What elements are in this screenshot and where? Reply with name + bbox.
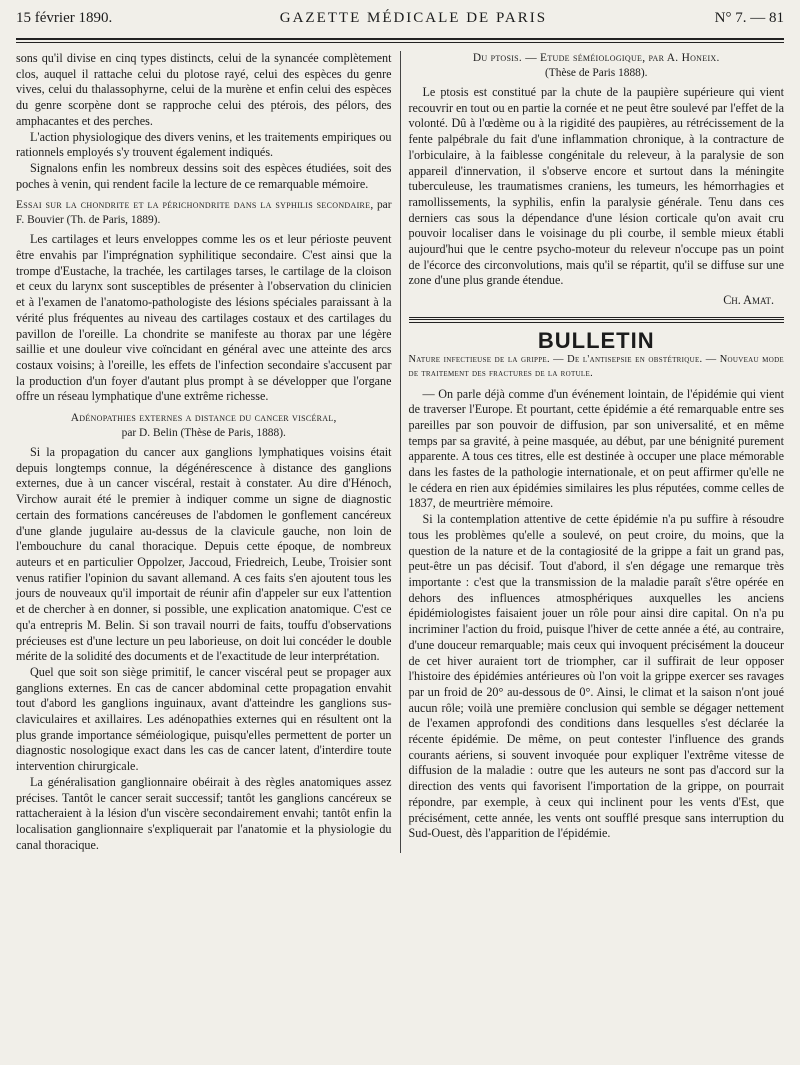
paragraph: sons qu'il divise en cinq types distincts, celui de la synancée complètement clos, auquel il rattache celui du plotose rayé, celui des espèces du genre vives, celui du thalassophyrne, celui de la murène et enfin celui des espèces du genre scorpène dont se rapproche celui des ptérois, des pélors, des amphacantes et des perches.	[16, 51, 392, 128]
paragraph: Quel que soit son siège primitif, le cancer viscéral peut se propager aux ganglions externes. En cas de cancer abdominal cette propagation envahit tout d'abord les ganglions inguinaux, avant d'atteindre les ganglions sus-claviculaires et axillaires. Les adénopathies externes qui en résultent ont la plus grande importance séméiologique, puisqu'elles permettent de porter un diagnostic nosologique exact dans les cas de cancer latent, d'interdire toute intervention chirurgicale.	[16, 664, 392, 774]
article-heading	[409, 51, 785, 81]
paragraph: Les cartilages et leurs enveloppes comme les os et leur périoste peuvent être envahis par l'imprégnation syphilitique secondaire. C'est ainsi que la trompe d'Eustache, la trachée, les cartilages tarses, le cartilage de la cloison et ceux du larynx sont susceptibles de présenter à l'observation du clinicien et à l'examen de l'anatomo-pathologiste des lésions spéciales paraissant à la vérité plus fréquentes au niveau des cartilages costaux et des cartilages du pavillon de l'oreille. La chondrite se manifeste au thorax par une légère saillie et une douleur vive coïncidant en général avec une atteinte des arcs costaux voisins; à l'oreille, les effets de l'infection secondaire s'accusent par la production d'un foyer d'autant plus prompt à se développer que l'organe offre un réseau lymphatique d'une extrême richesse.	[16, 232, 392, 404]
section-summary: Nature infectieuse de la grippe. — De l'antisepsie en obstétrique. — Nouveau mode de traitement des fractures de la rotule.	[408, 353, 784, 379]
article-author: par D. Belin (Thèse de Paris, 1888).	[121, 427, 286, 440]
section-title: BULLETIN	[537, 327, 655, 353]
paragraph: Signalons enfin les nombreux dessins soit des espèces étudiées, soit des poches à venin, qui rendent facile la lecture de ce remarquable mémoire.	[16, 160, 392, 191]
paragraph: Si la propagation du cancer aux ganglions lymphatiques voisins était depuis longtemps connue, la dégénérescence à distance des ganglions externes, due à un cancer viscéral, restait à constater. Au dire d'Hénoch, Virchow aurait été le premier à indiquer comme un signe de diagnostic certain des formations cancéreuses de l'abdomen le gonflement cancéreux d'une glande jugulaire au-dessus de la clavicule gauche, non loin de l'embouchure du canal thoracique. Depuis cette époque, de nombreux auteurs et en particulier Oppolzer, Jaccoud, Friedreich, Leube, Troisier sont venus ratifier l'opinion du savant allemand. A ces faits s'en ajoutent tous les jours de nouveaux qu'il importait de réunir afin d'appeler sur eux l'attention et de chercher à en donner, si possible, une explication anatomique. C'est ce qu'a entrepris M. Belin. Si son travail nourri de faits, touffu d'observations précieuses est d'une lecture un peu laborieuse, on doit lui concéder le double mérite de la solidité des documents et de l'exactitude de leur interprétation.	[16, 445, 392, 664]
article-heading	[16, 411, 392, 441]
columns	[16, 51, 784, 853]
header-number: N° 7. — 81	[714, 10, 784, 26]
header-rule-thin	[16, 42, 784, 43]
article-title: Du ptosis. — Etude séméiologique, par A. Honeix.	[472, 52, 720, 64]
article-title: Adénopathies externes a distance du cancer viscéral,	[70, 412, 337, 425]
section-separator	[409, 317, 785, 323]
paragraph: — On parle déjà comme d'un événement lointain, de l'épidémie qui vient de traverser l'Europe. Et pourtant, cette épidémie a été remarquable entre ses pareilles par son pouvoir de diffusion, par son universalité, et en même temps par sa gravité, à peine masquée, au début, par une bénignité purement apparente. A tous ces titres, elle est destinée à occuper une place mémorable dans les fastes de la pathologie internationale, et on peut affirmer qu'elle ne le cédera en rien aux épidémies similaires les plus réputées, comme celles de 1837, de meurtrière mémoire.	[408, 386, 784, 511]
article-author: (Thèse de Paris 1888).	[545, 67, 648, 79]
header-date: 15 février 1890.	[16, 10, 113, 26]
paragraph: Le ptosis est constitué par la chute de la paupière supérieure qui vient recouvrir en tout ou en partie la cornée et ne peut être soulevé par l'effet de la volonté. Dû à l'œdème ou à la rigidité des paupières, au rétrécissement de la fente palpébrale du fait d'une inflammation chronique, à la contracture de l'orbiculaire, à la faiblesse congénitale du releveur, à la paralysie de son appareil d'innervation, il s'observe encore et surtout dans la méningite tuberculeuse, les traumatismes craniens, les tumeurs, les hémorrhagies et ramollissements, la syphilis, enfin la paralysie générale. Tenu dans ces derniers cas sous la dépendance d'une lésion corticale qu'on avait cru pouvoir localiser dans le voisinage du pli courbe, il semble mieux établi aujourd'hui que le centre psycho-moteur du releveur n'occupe pas un point de l'écorce des circonvolutions, mais qu'il se répartit, qu'il se diffuse sur une zone d'une plus grande étendue.	[408, 85, 784, 288]
header-title: GAZETTE MÉDICALE DE PARIS	[279, 10, 548, 26]
header-rule	[16, 38, 784, 40]
left-column	[16, 51, 401, 853]
paragraph: Si la contemplation attentive de cette épidémie n'a pu suffire à résoudre tous les problèmes qu'elle a soulevé, on peut croire, du moins, que la question de la nature et de la contagiosité de la grippe a fait un grand pas, peut-être un pas décisif. Tout d'abord, il s'en dégage une remarque très importante : c'est que la transmission de la maladie paraît s'être opérée en dehors des influences atmosphériques auxquelles les anciens épidémiologistes faisaient jouer un rôle pour ainsi dire capital. On n'a pu incriminer l'action du froid, puisque l'hiver de cette année a été, au contraire, d'une douceur remarquable; mais ceux qui invoquent précisément la douceur de cet hiver auraient tort de triompher, car il suffirait de leur opposer l'histoire des épidémies antérieures où l'on voit la grippe exercer ses ravages par un froid de 20° au-dessous de 0°. Ainsi, le climat et la saison n'ont joué aucun rôle; voilà une première conclusion qui semble se dégager nettement de l'examen approfondi des conditions dans lesquelles s'est déclarée la récente épidémie. De même, on peut contester l'influence des grands courants aériens, si souvent invoquée pour expliquer l'extrême vitesse de diffusion de la maladie : outre que les auteurs ne sont pas d'accord sur la direction des vents qui favorisent l'importation de la grippe, on pourrait répondre, par exemple, à ceux qui inclinent pour les vents d'Est, que précisément, cette année, les vents ont soufflé presque sans interruption du Sud-Ouest, dès l'apparition de l'épidémie.	[408, 512, 784, 841]
signature: Ch. Amat.	[723, 293, 774, 308]
article-title: Essai sur la chondrite et la périchondrite dans la syphilis secondaire,	[16, 199, 374, 212]
paragraph: L'action physiologique des divers venins, et les traitements empiriques ou rationnels employés s'y trouvent également indiqués.	[16, 129, 392, 160]
article-heading	[16, 198, 392, 228]
page-header	[16, 10, 784, 34]
article-author: par F. Bouvier (Th. de Paris, 1889).	[16, 199, 392, 227]
paragraph: La généralisation ganglionnaire obéirait à des règles anatomiques assez précises. Tantôt le cancer serait successif; tantôt les ganglions cancéreux se rattacheraient à la lésion d'un viscère secondairement envahi; tantôt enfin la localisation ganglionnaire s'expliquerait par l'anatomie et la physiologie du canal thoracique.	[16, 774, 392, 852]
right-column	[401, 51, 785, 853]
